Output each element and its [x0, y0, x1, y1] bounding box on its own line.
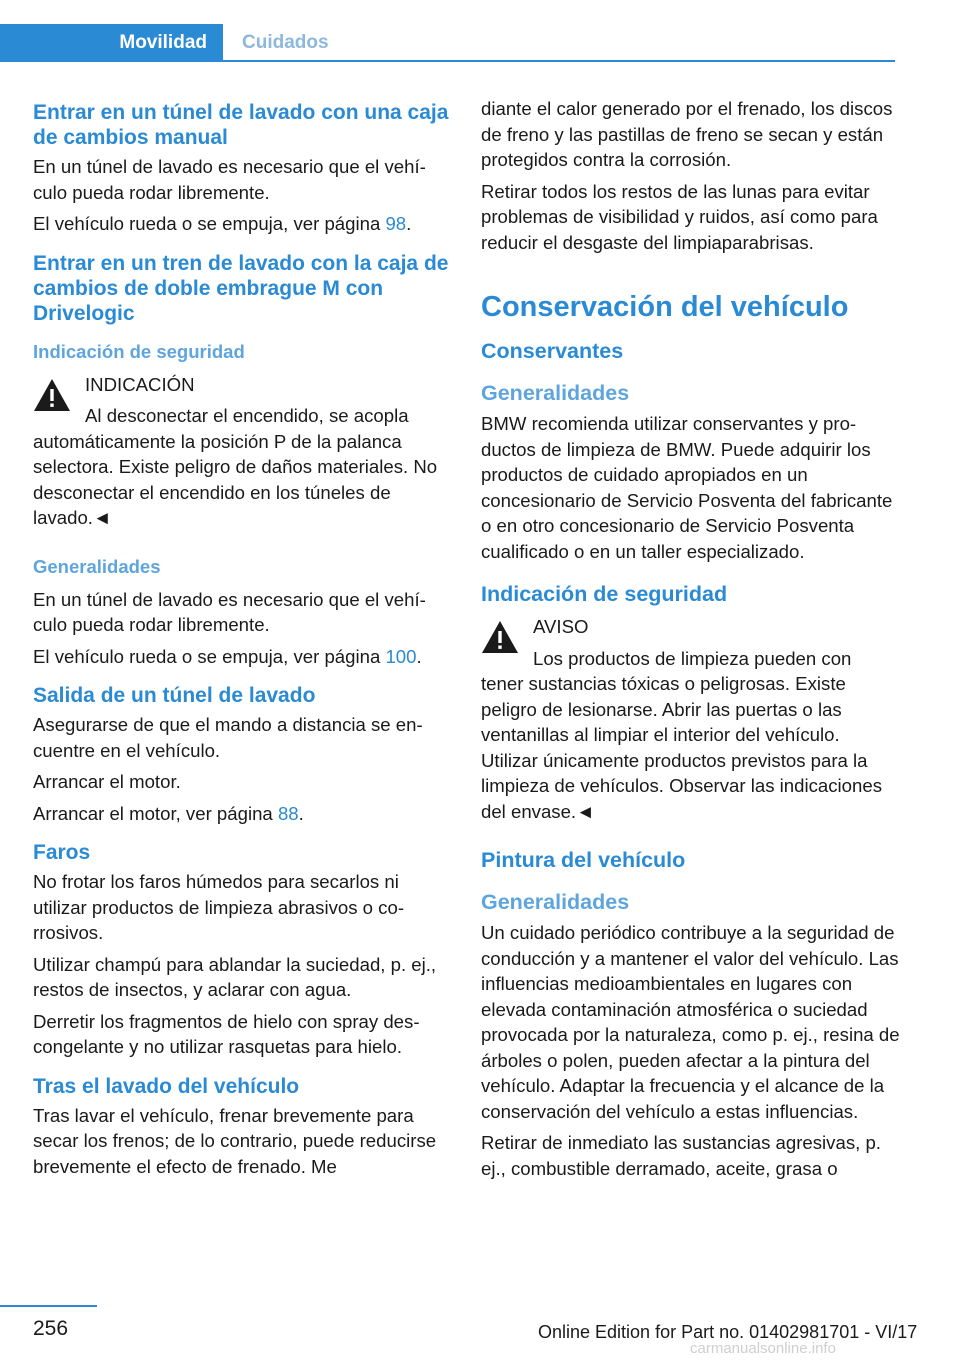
- warning-title: INDICACIÓN: [85, 373, 195, 395]
- warning-text: tener sustancias tóxicas o peligrosas. Existe peligro de lesionarse. Abrir las puertas o las ventanillas al limpiar el interior del vehículo. Utilizar únicamente productos previstos para la limpieza de vehículos. Observar las indicaciones del envase.◄: [481, 673, 882, 822]
- warning-text: Los productos de limpieza pueden con: [533, 647, 852, 669]
- heading-faros: Faros: [33, 841, 91, 864]
- paragraph: Utilizar champú para ablandar la suciedad, p. ej., restos de insectos, y aclarar con agua.: [33, 953, 437, 1000]
- right-column: [481, 96, 901, 1187]
- page-link-98[interactable]: 98: [385, 213, 407, 234]
- text: .: [298, 802, 304, 824]
- chapter-tabs: [0, 0, 895, 62]
- page-number: 256: [33, 1317, 69, 1340]
- heading-indicacion-seguridad: Indicación de seguridad: [481, 582, 728, 606]
- heading-dct-drivelogic: Entrar en un tren de lavado con la caja de cambios de doble embrague M con Drivelogic: [33, 251, 449, 325]
- paragraph: En un túnel de lavado es necesario que el vehículo pueda rodar libremente.: [33, 588, 426, 635]
- paragraph: En un túnel de lavado es necesario que el vehículo pueda rodar libremente.: [33, 156, 426, 203]
- subheading-generalidades: Generalidades: [481, 381, 630, 405]
- paragraph: Tras lavar el vehículo, frenar brevemente para secar los frenos; de lo contrario, puede reducirse brevemente el efecto de frenado. Me: [33, 1104, 437, 1177]
- tab-underline: [0, 60, 895, 62]
- text: El vehículo rueda o se empuja, ver página: [33, 213, 386, 234]
- warning-triangle-icon: [481, 620, 519, 654]
- paragraph: diante el calor generado por el frenado, los discos de freno y las pastillas de freno se secan y están protegidos contra la corrosión.: [481, 98, 893, 170]
- text: .: [416, 645, 422, 667]
- text: El vehículo rueda o se empuja, ver página: [33, 645, 386, 667]
- page-link-100[interactable]: 100: [385, 645, 417, 667]
- paragraph: Derretir los fragmentos de hielo con spray descongelante y no utilizar rasquetas para hielo.: [33, 1010, 420, 1057]
- text: .: [406, 213, 412, 234]
- edition-note: Online Edition for Part no. 01402981701 - VI/17: [538, 1322, 918, 1342]
- footer-rule: [0, 1305, 97, 1307]
- subheading-safety: Indicación de seguridad: [33, 340, 245, 362]
- subheading-generalidades: Generalidades: [33, 555, 161, 577]
- paragraph: No frotar los faros húmedos para secarlos ni utilizar productos de limpieza abrasivos o corrosivos.: [33, 871, 405, 943]
- paragraph: Asegurarse de que el mando a distancia se encuentre en el vehículo.: [33, 714, 423, 761]
- heading-conservantes: Conservantes: [481, 339, 624, 363]
- warning-notice: [33, 372, 449, 531]
- heading-pintura: Pintura del vehículo: [481, 848, 686, 872]
- warning-notice: [481, 614, 901, 824]
- warning-triangle-icon: [33, 378, 71, 412]
- paragraph: [33, 644, 449, 670]
- paragraph: [33, 801, 449, 827]
- warning-text: Al desconectar el encendido, se acopla: [85, 405, 409, 426]
- warning-title: AVISO: [533, 616, 589, 637]
- watermark: carmanualsonline.info: [690, 1340, 836, 1357]
- paragraph: Retirar todos los restos de las lunas para evitar problemas de visibilidad y ruidos, así como para reducir el desgaste del limpiaparabrisas.: [481, 180, 878, 253]
- paragraph: [33, 211, 449, 237]
- page-link-88[interactable]: 88: [277, 802, 299, 824]
- paragraph: Arrancar el motor.: [33, 771, 181, 792]
- heading-manual-gearbox: Entrar en un túnel de lavado con una caja de cambios manual: [33, 101, 449, 149]
- text: Arrancar el motor, ver página: [33, 802, 278, 824]
- warning-text: automáticamente la posición P de la palanca selectora. Existe peligro de daños materiales. No desconectar el encendido en los túneles de lavado.◄: [33, 430, 438, 528]
- heading-salida-tunel: Salida de un túnel de lavado: [33, 684, 316, 707]
- subheading-generalidades: Generalidades: [481, 890, 630, 914]
- paragraph: Un cuidado periódico contribuye a la seguridad de conducción y a mantener el valor del vehículo. Las influencias medioambientales en lugares con elevada contaminación atmosférica o suciedad provocada por la naturaleza, como p. ej., resina de árboles o polen, pueden afectar a la pintura del vehículo. Adaptar la frecuencia y el alcance de la conservación del vehículo a estas influencias.: [481, 922, 900, 1122]
- left-column: [33, 100, 449, 1185]
- heading-conservacion: Conservación del vehículo: [481, 291, 849, 323]
- heading-tras-lavado: Tras el lavado del vehículo: [33, 1074, 300, 1098]
- paragraph: BMW recomienda utilizar conservantes y productos de limpieza de BMW. Puede adquirir los productos de cuidado apropiados en un concesionario de Servicio Posventa del fabricante o en otro concesionario de Servicio Posventa cualificado o en un taller especializado.: [481, 413, 893, 562]
- paragraph: Retirar de inmediato las sustancias agresivas, p. ej., combustible derramado, aceite, grasa o: [481, 1132, 881, 1179]
- tab-cuidados[interactable]: Cuidados: [242, 31, 329, 53]
- tab-movilidad[interactable]: Movilidad: [0, 24, 223, 61]
